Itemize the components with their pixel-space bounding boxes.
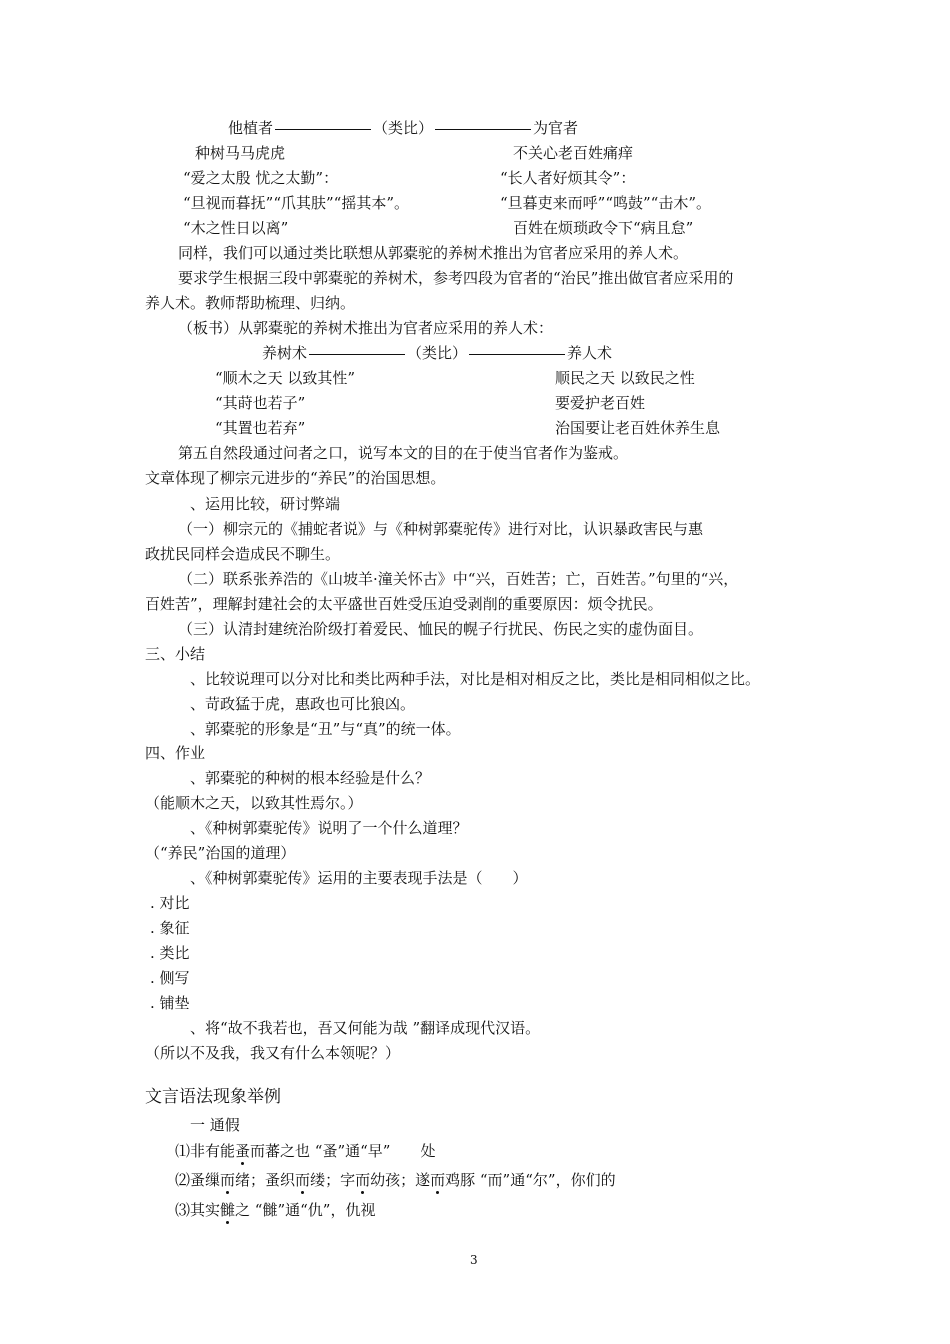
body-line: （一）柳宗元的《捕蛇者说》与《种树郭橐驼传》进行对比，认识暴政害民与惠 (178, 520, 704, 538)
text-segment: 缕；字 (310, 1171, 356, 1189)
dash-line (309, 354, 405, 355)
analogy2-left-1: “其莳也若子” (215, 394, 306, 412)
analogy1-right-3: 百姓在烦琐政令下“病且怠” (513, 219, 694, 237)
body-line: 文章体现了柳宗元进步的“养民”的治国思想。 (145, 469, 446, 487)
homework-item: 、郭橐驼的种树的根本经验是什么？ (190, 769, 431, 787)
analogy1-left-head: 他植者 (228, 119, 274, 137)
emphasis-char: 而 (355, 1171, 371, 1189)
emphasis-char: 而 (220, 1171, 236, 1189)
body-line: 百姓苦”，理解封建社会的太平盛世百姓受压迫受剥削的重要原因：烦令扰民。 (145, 595, 663, 613)
analogy2-right-2: 治国要让老百姓休养生息 (555, 419, 721, 437)
grammar-example-1 (175, 1141, 435, 1161)
emphasis-char: 而 (295, 1171, 311, 1189)
homework-item: 、将“故不我若也，吾又何能为哉 ”翻译成现代汉语。 (190, 1019, 541, 1037)
emphasis-char: 蚤 (235, 1142, 251, 1160)
dash-line (435, 129, 531, 130)
analogy1-right-head: 为官者 (533, 119, 579, 137)
grammar-example-3 (175, 1200, 375, 1220)
text-segment: ⑴非有能 (175, 1142, 236, 1160)
paragraph-p1: 同样，我们可以通过类比联想从郭橐驼的养树术推出为官者应采用的养人术。 (178, 244, 689, 262)
analogy2-left-head: 养树术 (262, 344, 308, 362)
analogy2-left-2: “其置也若弃” (215, 419, 306, 437)
analogy1-middle: （类比） (373, 119, 434, 137)
summary-item: 、苛政猛于虎，惠政也可比狼凶。 (190, 695, 416, 713)
analogy2-middle: （类比） (407, 344, 468, 362)
analogy1-header (228, 118, 578, 138)
text-segment: 而蕃之也 “蚤”通“早” 处 (250, 1142, 436, 1160)
page-number: 3 (470, 1253, 478, 1267)
paragraph-p2b: 养人术。教师帮助梳理、归纳。 (145, 294, 356, 312)
analogy1-left-1: “爱之太殷 忧之太勤”： (183, 169, 339, 187)
text-segment: ⑶其实 (175, 1201, 221, 1219)
text-segment: 之 “雠”通“仇”，仇视 (235, 1201, 376, 1219)
text-segment: ⑵蚤缫 (175, 1171, 221, 1189)
analogy1-left-2: “旦视而暮抚”“爪其肤”“摇其本”。 (183, 194, 410, 212)
summary-item: 、郭橐驼的形象是“丑”与“真”的统一体。 (190, 720, 461, 738)
homework-item: 、《种树郭橐驼传》运用的主要表现手法是（ ） (190, 869, 528, 887)
body-line: 、运用比较，研讨弊端 (190, 495, 341, 513)
paragraph-p3: （板书）从郭橐驼的养树术推出为官者应采用的养人术： (178, 319, 554, 337)
text-segment: 幼孩；遂 (370, 1171, 431, 1189)
grammar-example-2 (175, 1170, 616, 1190)
analogy2-left-0: “顺木之天 以致其性” (215, 369, 356, 387)
homework-option: . 对比 (150, 894, 190, 912)
homework-answer: （所以不及我，我又有什么本领呢？） (145, 1044, 401, 1062)
analogy1-right-2: “旦暮吏来而呼”“鸣鼓”“击木”。 (500, 194, 712, 212)
homework-item: 、《种树郭橐驼传》说明了一个什么道理？ (190, 819, 468, 837)
text-segment: 鸡豚 “而”通“尔”，你们的 (445, 1171, 616, 1189)
homework-option: . 类比 (150, 944, 190, 962)
analogy1-left-0: 种树马马虎虎 (195, 144, 286, 162)
body-line: （二）联系张养浩的《山坡羊·潼关怀古》中“兴，百姓苦；亡，百姓苦。”句里的“兴， (178, 570, 739, 588)
paragraph-p2a: 要求学生根据三段中郭橐驼的养树术，参考四段为官者的“治民”推出做官者应采用的 (178, 269, 734, 287)
homework-option: . 象征 (150, 919, 190, 937)
emphasis-char: 而 (430, 1171, 446, 1189)
dash-line (275, 129, 371, 130)
body-line: （三）认清封建统治阶级打着爱民、恤民的幌子行扰民、伤民之实的虚伪面目。 (178, 620, 704, 638)
grammar-title: 文言语法现象举例 (145, 1087, 281, 1107)
homework-answer: （能顺木之天，以致其性焉尔。） (145, 794, 363, 812)
analogy1-left-3: “木之性日以离” (183, 219, 289, 237)
analogy1-right-1: “长人者好烦其令”： (500, 169, 636, 187)
summary-item: 、比较说理可以分对比和类比两种手法，对比是相对相反之比，类比是相同相似之比。 (190, 670, 761, 688)
emphasis-char: 雠 (220, 1201, 236, 1219)
analogy2-header (262, 343, 612, 363)
homework-answer: （“养民”治国的道理） (145, 844, 296, 862)
analogy1-right-0: 不关心老百姓痛痒 (513, 144, 634, 162)
body-line: 政扰民同样会造成民不聊生。 (145, 545, 341, 563)
grammar-subtitle: 一 通假 (190, 1116, 240, 1134)
dash-line (469, 354, 565, 355)
text-segment: 绪；蚤织 (235, 1171, 296, 1189)
homework-option: . 侧写 (150, 969, 190, 987)
analogy2-right-1: 要爱护老百姓 (555, 394, 646, 412)
analogy2-right-0: 顺民之天 以致民之性 (555, 369, 695, 387)
homework-option: . 铺垫 (150, 994, 190, 1012)
homework-heading: 四、作业 (145, 744, 206, 762)
summary-heading: 三、小结 (145, 645, 206, 663)
body-line: 第五自然段通过问者之口，说写本文的目的在于使当官者作为鉴戒。 (178, 444, 629, 462)
analogy2-right-head: 养人术 (567, 344, 613, 362)
